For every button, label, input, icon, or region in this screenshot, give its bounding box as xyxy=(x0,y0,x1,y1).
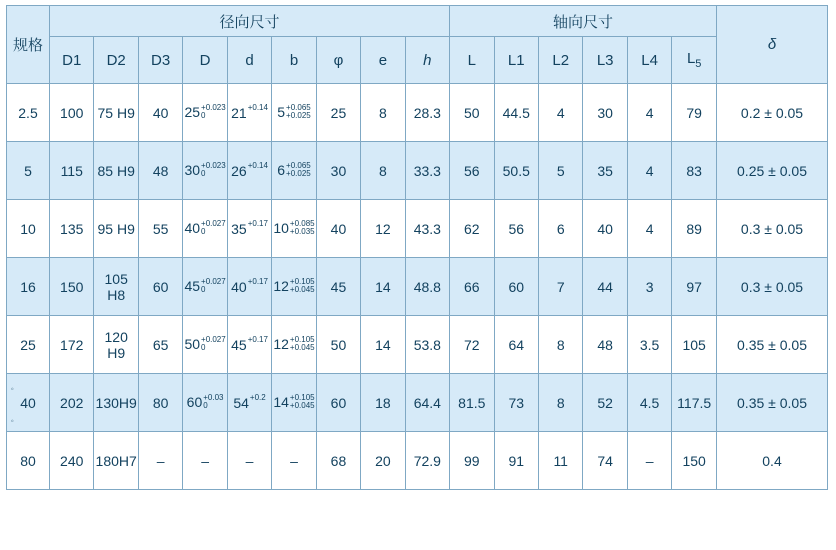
cell-l1: 64 xyxy=(494,316,538,374)
cell-spec: 2.5 xyxy=(7,84,50,142)
cell-l: 56 xyxy=(450,142,494,200)
cell-l2: 11 xyxy=(538,432,582,490)
cell-d1: 172 xyxy=(50,316,94,374)
cell-l5: 150 xyxy=(672,432,717,490)
cell-delta: 0.3 ± 0.05 xyxy=(717,200,828,258)
cell-spec: 16 xyxy=(7,258,50,316)
cell-l2: 7 xyxy=(538,258,582,316)
header-d-minor: d xyxy=(227,37,271,84)
cell-e: 8 xyxy=(361,142,405,200)
cell-delta: 0.2 ± 0.05 xyxy=(717,84,828,142)
cell-d-minor: 40+0.17 xyxy=(227,258,271,316)
cell-d2: 180H7 xyxy=(94,432,138,490)
cell-phi: 68 xyxy=(316,432,360,490)
cell-d3: 65 xyxy=(138,316,182,374)
cell-d2: 120 H9 xyxy=(94,316,138,374)
cell-phi: 40 xyxy=(316,200,360,258)
cell-d-minor: 54+0.2 xyxy=(227,374,271,432)
cell-l: 81.5 xyxy=(450,374,494,432)
cell-l5: 105 xyxy=(672,316,717,374)
cell-l1: 56 xyxy=(494,200,538,258)
cell-l2: 4 xyxy=(538,84,582,142)
table-row xyxy=(7,200,828,258)
spec-value: 40 xyxy=(20,394,36,411)
cell-d1: 135 xyxy=(50,200,94,258)
cell-d-major: 50 +0.027 0 xyxy=(183,316,227,374)
table-row xyxy=(7,258,828,316)
cell-b: – xyxy=(272,432,316,490)
cell-l5: 83 xyxy=(672,142,717,200)
header-d2: D2 xyxy=(94,37,138,84)
cell-d3: 40 xyxy=(138,84,182,142)
cell-d-major: 30 +0.023 0 xyxy=(183,142,227,200)
cell-h: 43.3 xyxy=(405,200,449,258)
cell-e: 20 xyxy=(361,432,405,490)
cell-b: 6 +0.065 +0.025 xyxy=(272,142,316,200)
cell-l: 62 xyxy=(450,200,494,258)
cell-spec: 25 xyxy=(7,316,50,374)
cell-h: 53.8 xyxy=(405,316,449,374)
spec-mark-top: 。 xyxy=(11,384,18,391)
cell-l1: 44.5 xyxy=(494,84,538,142)
cell-l3: 48 xyxy=(583,316,627,374)
cell-d2: 85 H9 xyxy=(94,142,138,200)
table-group-header-row xyxy=(7,6,828,37)
cell-d3: 80 xyxy=(138,374,182,432)
cell-b: 12 +0.105 +0.045 xyxy=(272,316,316,374)
cell-d1: 150 xyxy=(50,258,94,316)
cell-l5: 117.5 xyxy=(672,374,717,432)
cell-l3: 30 xyxy=(583,84,627,142)
cell-phi: 30 xyxy=(316,142,360,200)
cell-e: 8 xyxy=(361,84,405,142)
header-l5: $L_5$ xyxy=(672,37,717,84)
cell-l5: 89 xyxy=(672,200,717,258)
cell-delta: 0.3 ± 0.05 xyxy=(717,258,828,316)
cell-l3: 44 xyxy=(583,258,627,316)
cell-spec: 80 xyxy=(7,432,50,490)
header-l3: L3 xyxy=(583,37,627,84)
cell-b: 12 +0.105 +0.045 xyxy=(272,258,316,316)
cell-d-major: – xyxy=(183,432,227,490)
cell-phi: 25 xyxy=(316,84,360,142)
cell-l4: 4 xyxy=(627,200,671,258)
cell-d3: – xyxy=(138,432,182,490)
cell-l3: 40 xyxy=(583,200,627,258)
cell-e: 12 xyxy=(361,200,405,258)
cell-b: 5 +0.065 +0.025 xyxy=(272,84,316,142)
cell-b: 10 +0.085 +0.035 xyxy=(272,200,316,258)
header-phi: φ xyxy=(316,37,360,84)
cell-h: 33.3 xyxy=(405,142,449,200)
cell-l1: 50.5 xyxy=(494,142,538,200)
table-head xyxy=(7,6,828,84)
header-h: h xyxy=(405,37,449,84)
cell-d-major: 40 +0.027 0 xyxy=(183,200,227,258)
cell-h: 48.8 xyxy=(405,258,449,316)
cell-l3: 35 xyxy=(583,142,627,200)
cell-delta: 0.4 xyxy=(717,432,828,490)
cell-l1: 73 xyxy=(494,374,538,432)
cell-l4: 4 xyxy=(627,84,671,142)
cell-l4: 3.5 xyxy=(627,316,671,374)
table-row xyxy=(7,374,828,432)
cell-d3: 48 xyxy=(138,142,182,200)
cell-l4: – xyxy=(627,432,671,490)
cell-d1: 240 xyxy=(50,432,94,490)
cell-d-minor: 35+0.17 xyxy=(227,200,271,258)
cell-d3: 55 xyxy=(138,200,182,258)
cell-h: 28.3 xyxy=(405,84,449,142)
cell-l1: 91 xyxy=(494,432,538,490)
header-d-major: D xyxy=(183,37,227,84)
cell-l1: 60 xyxy=(494,258,538,316)
header-d1: D1 xyxy=(50,37,94,84)
header-l4: L4 xyxy=(627,37,671,84)
cell-d1: 100 xyxy=(50,84,94,142)
cell-l2: 8 xyxy=(538,374,582,432)
cell-l4: 4 xyxy=(627,142,671,200)
cell-phi: 50 xyxy=(316,316,360,374)
header-l2: L2 xyxy=(538,37,582,84)
cell-d-minor: 45+0.17 xyxy=(227,316,271,374)
cell-d2: 75 H9 xyxy=(94,84,138,142)
cell-b: 14 +0.105 +0.045 xyxy=(272,374,316,432)
cell-phi: 60 xyxy=(316,374,360,432)
cell-d3: 60 xyxy=(138,258,182,316)
cell-l: 99 xyxy=(450,432,494,490)
cell-h: 72.9 xyxy=(405,432,449,490)
cell-l5: 97 xyxy=(672,258,717,316)
cell-l: 72 xyxy=(450,316,494,374)
cell-d-major: 60 +0.03 0 xyxy=(183,374,227,432)
cell-e: 18 xyxy=(361,374,405,432)
cell-l2: 8 xyxy=(538,316,582,374)
header-l1: L1 xyxy=(494,37,538,84)
table-row xyxy=(7,84,828,142)
table-row xyxy=(7,432,828,490)
cell-spec xyxy=(7,374,50,432)
cell-d2: 130H9 xyxy=(94,374,138,432)
header-delta: δ xyxy=(717,6,828,84)
cell-l: 50 xyxy=(450,84,494,142)
cell-l5: 79 xyxy=(672,84,717,142)
cell-e: 14 xyxy=(361,258,405,316)
table-row xyxy=(7,316,828,374)
cell-d1: 202 xyxy=(50,374,94,432)
cell-d-major: 45 +0.027 0 xyxy=(183,258,227,316)
cell-l4: 4.5 xyxy=(627,374,671,432)
table-subheader-row xyxy=(7,37,828,84)
header-l: L xyxy=(450,37,494,84)
header-group-radial: 径向尺寸 xyxy=(50,6,450,37)
table-row xyxy=(7,142,828,200)
cell-d-major: 25 +0.023 0 xyxy=(183,84,227,142)
cell-l3: 74 xyxy=(583,432,627,490)
cell-l2: 6 xyxy=(538,200,582,258)
cell-l2: 5 xyxy=(538,142,582,200)
cell-d2: 95 H9 xyxy=(94,200,138,258)
cell-d-minor: 26+0.14 xyxy=(227,142,271,200)
table-body xyxy=(7,84,828,490)
cell-l: 66 xyxy=(450,258,494,316)
cell-spec: 5 xyxy=(7,142,50,200)
cell-e: 14 xyxy=(361,316,405,374)
cell-l3: 52 xyxy=(583,374,627,432)
cell-delta: 0.35 ± 0.05 xyxy=(717,316,828,374)
header-b: b xyxy=(272,37,316,84)
cell-l4: 3 xyxy=(627,258,671,316)
cell-d2: 105 H8 xyxy=(94,258,138,316)
cell-d-minor: – xyxy=(227,432,271,490)
spec-mark-bottom: 。 xyxy=(11,416,18,423)
cell-d-minor: 21+0.14 xyxy=(227,84,271,142)
cell-d1: 115 xyxy=(50,142,94,200)
cell-spec: 10 xyxy=(7,200,50,258)
header-group-axial: 轴向尺寸 xyxy=(450,6,717,37)
cell-delta: 0.35 ± 0.05 xyxy=(717,374,828,432)
cell-delta: 0.25 ± 0.05 xyxy=(717,142,828,200)
header-spec: 规格 xyxy=(7,6,50,84)
header-d3: D3 xyxy=(138,37,182,84)
header-e: e xyxy=(361,37,405,84)
cell-phi: 45 xyxy=(316,258,360,316)
dimension-table xyxy=(6,5,828,490)
cell-h: 64.4 xyxy=(405,374,449,432)
